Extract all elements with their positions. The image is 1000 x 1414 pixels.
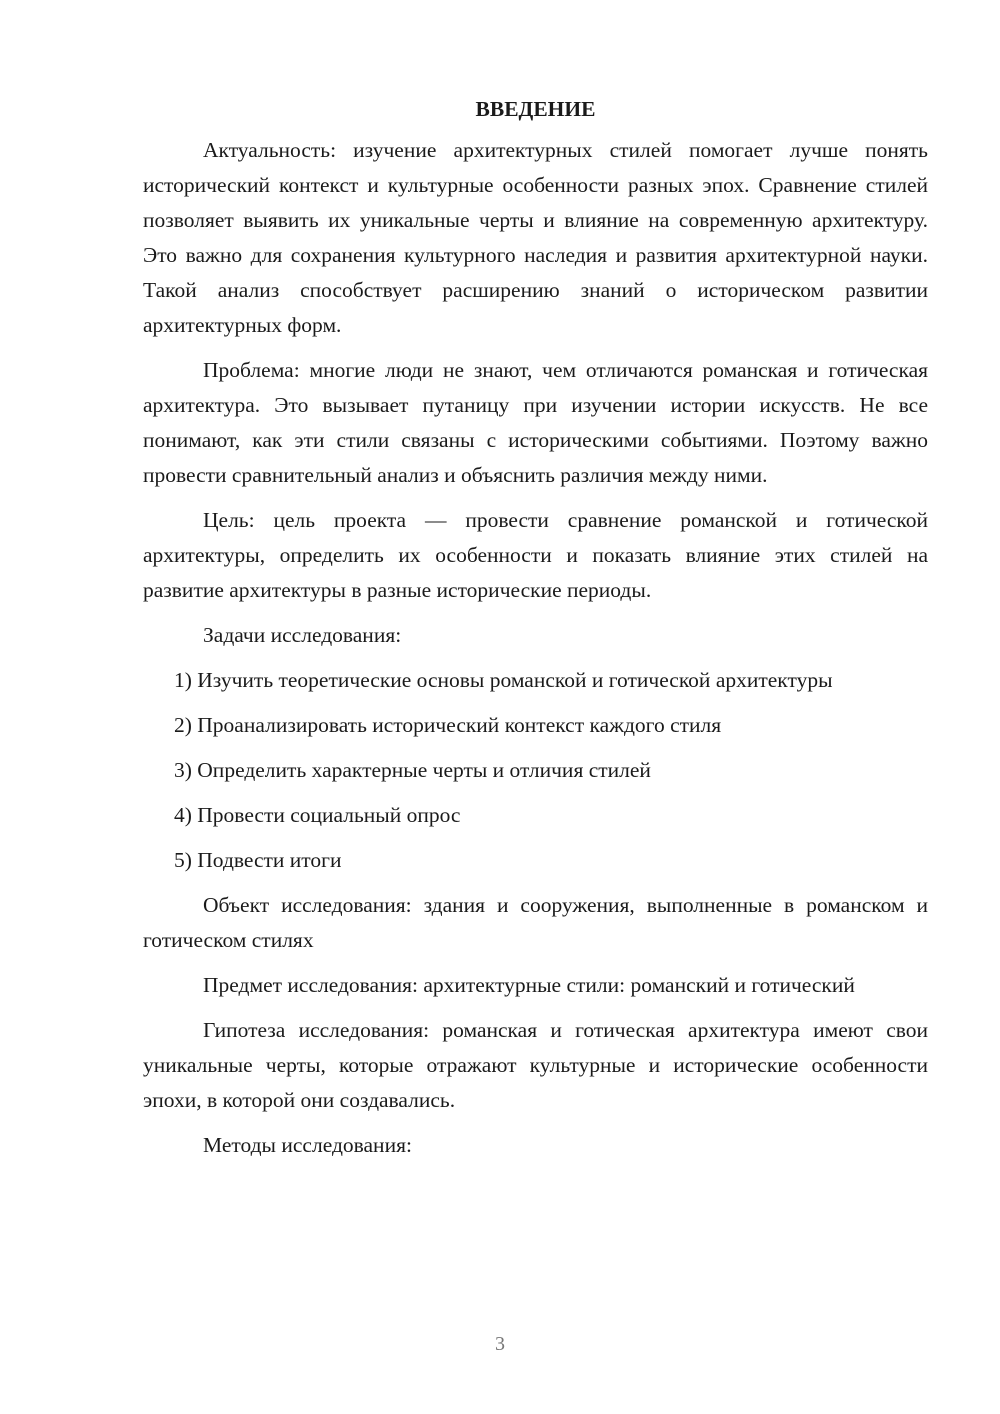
- goal-paragraph: Цель: цель проекта — провести сравнение романской и готической архитектуры, определить их особенности и показать влияние этих стилей на развитие архитектуры в разные исторические периоды.: [143, 508, 928, 602]
- task-item-3: 3) Определить характерные черты и отличия стилей: [174, 758, 651, 782]
- page-number: 3: [495, 1333, 505, 1355]
- section-title: ВВЕДЕНИЕ: [475, 97, 596, 121]
- methods-heading: Методы исследования:: [203, 1133, 412, 1157]
- object-paragraph: Объект исследования: здания и сооружения, выполненные в романском и готическом стилях: [143, 893, 928, 952]
- relevance-paragraph: Актуальность: изучение архитектурных стилей помогает лучше понять исторический контекст и культурные особенности разных эпох. Сравнение стилей позволяет выявить их уникальные черты и влияние на современную архитектуру. Это важно для сохранения культурного наследия и развития архитектурной науки. Такой анализ способствует расширению знаний о историческом развитии архитектурных форм.: [143, 138, 928, 337]
- task-item-5: 5) Подвести итоги: [174, 848, 342, 872]
- tasks-heading: Задачи исследования:: [203, 623, 402, 647]
- hypothesis-paragraph: Гипотеза исследования: романская и готическая архитектура имеют свои уникальные черты, которые отражают культурные и исторические особенности эпохи, в которой они создавались.: [143, 1018, 928, 1112]
- task-item-4: 4) Провести социальный опрос: [174, 803, 461, 827]
- subject-paragraph: Предмет исследования: архитектурные стили: романский и готический: [203, 973, 855, 997]
- task-item-1: 1) Изучить теоретические основы романской и готической архитектуры: [174, 668, 833, 692]
- document-page: [143, 92, 928, 1173]
- task-item-2: 2) Проанализировать исторический контекст каждого стиля: [174, 713, 722, 737]
- problem-paragraph: Проблема: многие люди не знают, чем отличаются романская и готическая архитектура. Это вызывает путаницу при изучении истории искусств. Не все понимают, как эти стили связаны с историческими событиями. Поэтому важно провести сравнительный анализ и объяснить различия между ними.: [143, 358, 928, 487]
